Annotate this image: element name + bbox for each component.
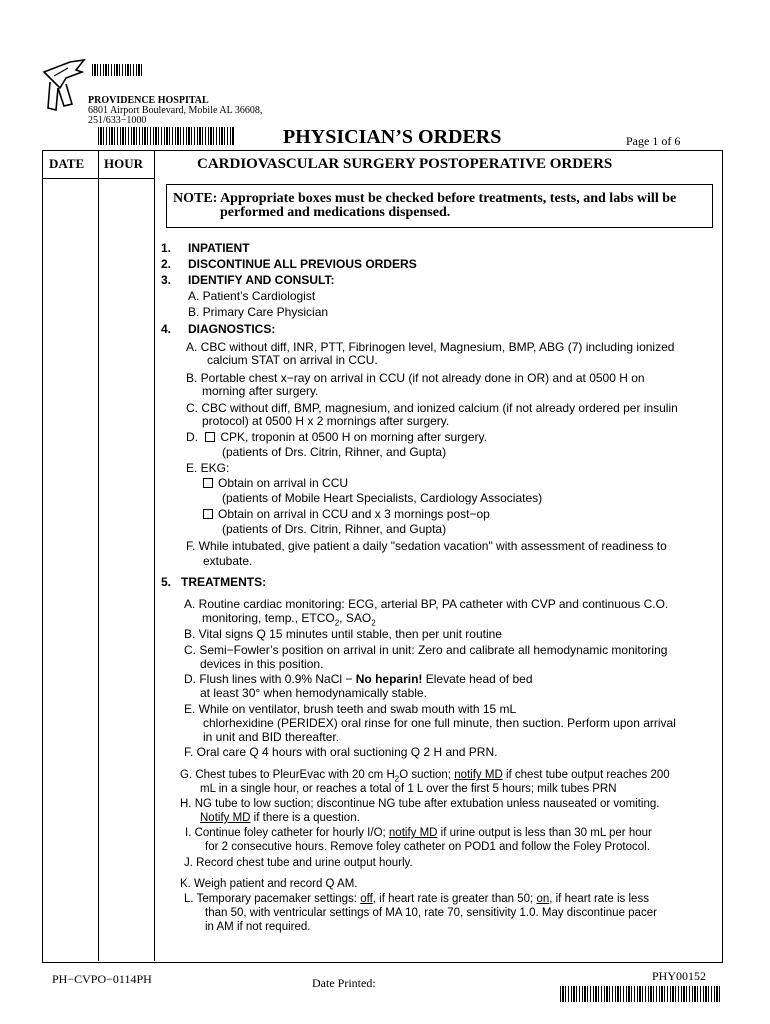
treat-d-text: D. Flush lines with 0.9% NaCl −	[184, 672, 356, 686]
treat-c-line2: devices in this position.	[200, 657, 324, 671]
document-code: PHY00152	[652, 969, 707, 983]
order-number: 2.	[161, 257, 172, 271]
order-number: 1.	[161, 241, 172, 255]
checkbox-icon[interactable]	[203, 478, 213, 488]
treat-g-text: if chest tube output reaches 200	[502, 769, 670, 781]
order-identify-consult: IDENTIFY AND CONSULT:	[188, 273, 335, 287]
diag-a-line1: A. CBC without diff, INR, PTT, Fibrinogen level, Magnesium, BMP, ABG (7) including ionized	[186, 340, 675, 354]
diag-f-line1: F. While intubated, give patient a daily "sedation vacation" with assessment of readiness to	[186, 539, 667, 553]
date-column-divider	[98, 150, 99, 961]
hospital-name: PROVIDENCE HOSPITAL	[88, 95, 209, 106]
note-line1: NOTE: Appropriate boxes must be checked before treatments, tests, and labs will be	[173, 191, 677, 206]
treat-l-line1	[184, 893, 649, 906]
footer-barcode-icon	[560, 986, 720, 1002]
hour-column-header: HOUR	[104, 156, 143, 171]
treat-f: F. Oral care Q 4 hours with oral suctioning Q 2 H and PRN.	[184, 745, 498, 759]
no-heparin-warning: No heparin!	[355, 672, 423, 686]
treat-e-line1: E. While on ventilator, brush teeth and swab mouth with 15 mL	[184, 702, 517, 716]
treat-e-line3: in unit and BID thereafter.	[203, 730, 340, 744]
notify-md-text: notify MD	[388, 827, 438, 839]
note-line2: performed and medications dispensed.	[220, 205, 451, 220]
treat-a-text: , SAO	[339, 611, 372, 625]
diag-a-line2: calcium STAT on arrival in CCU.	[207, 353, 378, 367]
treat-i-text: I. Continue foley catheter for hourly I/O;	[185, 827, 389, 839]
page-title: PHYSICIAN’S ORDERS	[283, 126, 502, 148]
treat-a-line1: A. Routine cardiac monitoring: ECG, arterial BP, PA catheter with CVP and continuous C.O.	[184, 597, 669, 611]
treat-j: J. Record chest tube and urine output hourly.	[184, 857, 413, 869]
treat-l-text: , if heart rate is greater than 50;	[372, 893, 537, 905]
diag-d-letter: D.	[186, 430, 198, 444]
diag-e-option1-text: Obtain on arrival in CCU	[218, 476, 349, 490]
treat-g-text: G. Chest tubes to PleurEvac with 20 cm H	[180, 769, 395, 781]
diag-b-line1: B. Portable chest x−ray on arrival in CCU (if not already done in OR) and at 0500 H on	[186, 371, 645, 385]
treat-i-line1	[185, 827, 652, 840]
order-set-title: CARDIOVASCULAR SURGERY POSTOPERATIVE ORDERS	[197, 156, 613, 172]
diag-d-line1	[186, 431, 487, 444]
diag-e-option1-note: (patients of Mobile Heart Specialists, Cardiology Associates)	[222, 491, 543, 505]
page-number: Page 1 of 6	[626, 134, 681, 148]
treat-h-text: if there is a question.	[250, 812, 360, 824]
diag-f-line2: extubate.	[203, 554, 253, 568]
treat-e-line2: chlorhexidine (PERIDEX) oral rinse for one full minute, then suction. Perform upon arrival	[203, 716, 676, 730]
diag-b-line2: morning after surgery.	[202, 384, 319, 398]
treat-h-line2	[200, 812, 360, 825]
order-number: 5.	[161, 575, 172, 589]
treat-d-text: Elevate head of bed	[422, 672, 533, 686]
treat-g-text: O suction;	[399, 769, 455, 781]
treat-d-line1	[184, 673, 533, 686]
treat-a-text: monitoring, temp., ETCO	[202, 611, 335, 625]
pacer-off-text: off	[360, 893, 373, 905]
notify-md-text: Notify MD	[200, 812, 251, 824]
order-treatments: TREATMENTS:	[181, 575, 267, 589]
notify-md-text: notify MD	[454, 769, 503, 781]
top-barcode-icon	[92, 64, 144, 76]
address-line2: 251/633−1000	[88, 115, 147, 126]
treat-c-line1: C. Semi−Fowler’s position on arrival in unit: Zero and calibrate all hemodynamic monitoring	[184, 643, 668, 657]
subscript: 2	[394, 774, 400, 784]
checkbox-icon[interactable]	[203, 509, 213, 519]
subscript: 2	[371, 618, 376, 628]
checkbox-icon[interactable]	[205, 432, 215, 442]
consult-primary-care: B. Primary Care Physician	[188, 305, 329, 319]
treat-k: K. Weigh patient and record Q AM.	[180, 878, 358, 890]
order-discontinue: DISCONTINUE ALL PREVIOUS ORDERS	[188, 257, 417, 271]
diag-e-option2	[203, 508, 490, 521]
form-code: PH−CVPO−0114PH	[52, 972, 152, 986]
diag-e-option2-text: Obtain on arrival in CCU and x 3 mornings post−op	[218, 507, 490, 521]
subscript: 2	[334, 618, 340, 628]
treat-l-line3: in AM if not required.	[205, 921, 311, 933]
order-inpatient: INPATIENT	[188, 241, 250, 255]
diag-c-line1: C. CBC without diff, BMP, magnesium, and ionized calcium (if not already ordered per insulin	[186, 401, 678, 415]
column-header-rule	[42, 178, 154, 179]
address-line1: 6801 Airport Boulevard, Mobile AL 36608,	[88, 105, 263, 116]
providence-logo	[40, 58, 88, 114]
diag-e-ekg: E. EKG:	[186, 461, 230, 475]
treat-g-line2: mL in a single hour, or reaches a total of 1 L over the first 5 hours; milk tubes PRN	[200, 783, 617, 795]
treat-h-line1: H. NG tube to low suction; discontinue NG tube after extubation unless nauseated or vomiting.	[180, 798, 660, 810]
treat-l-line2: than 50, with ventricular settings of MA 10, rate 70, sensitivity 1.0. May discontinue pacer	[205, 907, 657, 919]
order-diagnostics: DIAGNOSTICS:	[188, 322, 276, 336]
pacer-on-text: on	[536, 893, 550, 905]
date-printed-label: Date Printed:	[312, 976, 376, 990]
treat-i-line2: for 2 consecutive hours. Remove foley catheter on POD1 and follow the Foley Protocol.	[205, 841, 650, 853]
order-number: 3.	[161, 273, 172, 287]
treat-l-text: , if heart rate is less	[549, 893, 649, 905]
diag-d-text: CPK, troponin at 0500 H on morning after surgery.	[220, 430, 487, 444]
treat-d-line2: at least 30° when hemodynamically stable.	[200, 686, 427, 700]
treat-b: B. Vital signs Q 15 minutes until stable, then per unit routine	[184, 627, 502, 641]
consult-cardiologist: A. Patient’s Cardiologist	[188, 289, 316, 303]
order-number: 4.	[161, 322, 172, 336]
hospital-info	[88, 96, 262, 126]
diag-d-line2: (patients of Drs. Citrin, Rihner, and Gupta)	[222, 445, 447, 459]
treat-i-text: if urine output is less than 30 mL per hour	[437, 827, 652, 839]
patient-barcode-icon	[98, 127, 234, 145]
diag-c-line2: protocol) at 0500 H x 2 mornings after surgery.	[202, 414, 450, 428]
diag-e-option2-note: (patients of Drs. Citrin, Rihner, and Gupta)	[222, 522, 447, 536]
treat-l-text: L. Temporary pacemaker settings:	[184, 893, 361, 905]
hour-column-divider	[154, 150, 155, 961]
date-column-header: DATE	[49, 156, 85, 171]
diag-e-option1	[203, 477, 348, 490]
